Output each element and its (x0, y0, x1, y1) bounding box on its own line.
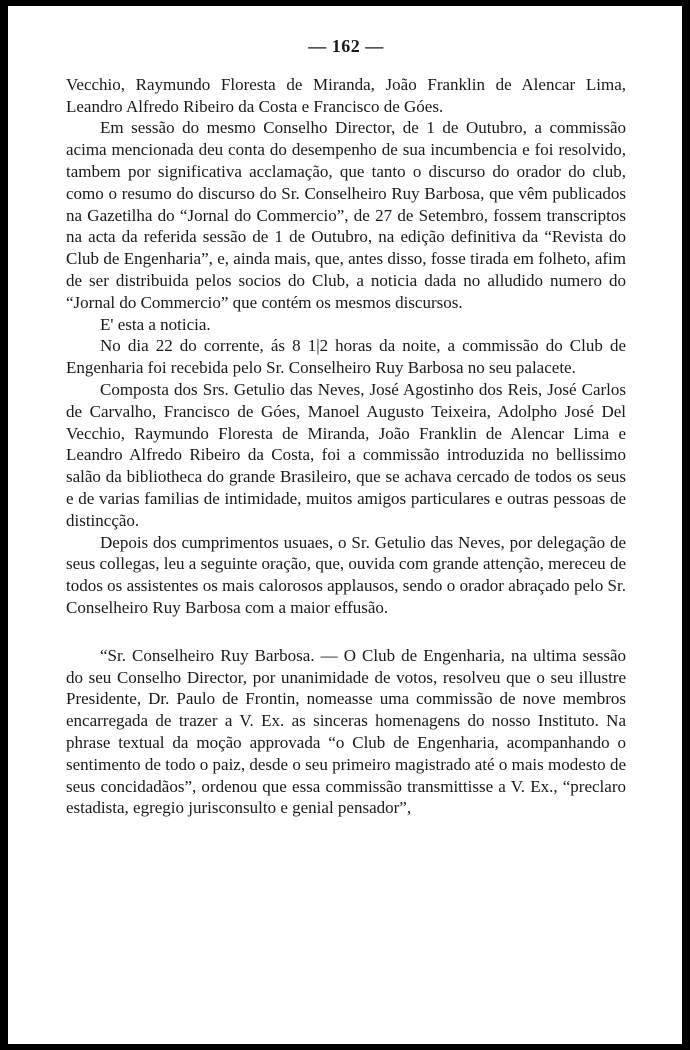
text-block (66, 36, 626, 819)
page-number: — 162 — (308, 36, 384, 56)
paragraph-noticia: E' esta a noticia. (100, 314, 211, 334)
paragraph-continuation: Vecchio, Raymundo Floresta de Miranda, João Franklin de Alencar Lima, Leandro Alfredo Ribeiro da Costa e Francisco de Góes. (66, 74, 626, 116)
paragraph-commission-members: Composta dos Srs. Getulio das Neves, José Agostinho dos Reis, José Carlos de Carvalho, Francisco de Góes, Manoel Augusto Teixeira, Adolpho José Del Vecchio, Raymundo Floresta de Miranda, João Franklin de Alencar Lima e Leandro Alfredo Ribeiro da Costa, foi a commissão introduzida no bellissimo salão da bibliotheca do grande Brasileiro, que se achava cercado de todos os seus e de varias familias de intimidade, muitos amigos particulares e outras pessoas de distincção. (66, 379, 626, 530)
paragraph-reception: No dia 22 do corrente, ás 8 1|2 horas da noite, a commissão do Club de Engenharia foi recebida pelo Sr. Conselheiro Ruy Barbosa no seu palacete. (66, 336, 626, 378)
document-page (8, 6, 682, 1044)
paragraph-speech-intro: Depois dos cumprimentos usuaes, o Sr. Getulio das Neves, por delegação de seus collegas, leu a seguinte oração, que, ouvida com grande attenção, mereceu de todos os assistentes os mais calorosos applausos, sendo o orador abraçado pelo Sr. Conselheiro Ruy Barbosa com a maior effusão. (66, 532, 626, 617)
paragraph-conselho-session: Em sessão do mesmo Conselho Director, de 1 de Outubro, a commissão acima mencionada deu conta do desempenho de sua incumbencia e foi resolvido, tambem por significativa acclamação, que tanto o discurso do orador do club, como o resumo do discurso do Sr. Conselheiro Ruy Barbosa, que vêm publicados na Gazetilha do “Jornal do Commercio”, de 27 de Setembro, fossem transcriptos na acta da referida sessão de 1 de Outubro, na edição definitiva da “Revista do Club de Engenharia”, e, ainda mais, que, antes disso, fosse tirada em folheto, afim de ser distribuida pelos socios do Club, a noticia dada no alludido numero do “Jornal do Commercio” que contém os mesmos discursos. (66, 118, 626, 312)
paragraph-speech-quote: “Sr. Conselheiro Ruy Barbosa. — O Club de Engenharia, na ultima sessão do seu Conselho Director, por unanimidade de votos, resolveu que o seu illustre Presidente, Dr. Paulo de Frontin, nomeasse uma commissão de nove membros encarregada de trazer a V. Ex. as sinceras homenagens do nosso Instituto. Na phrase textual da moção approvada “o Club de Engenharia, acompanhando o sentimento de todo o paiz, desde o seu primeiro magistrado até o mais modesto de seus concidadãos”, ordenou que essa commissão transmittisse a V. Ex., “preclaro estadista, egregio jurisconsulto e genial pensador”, (66, 645, 626, 818)
